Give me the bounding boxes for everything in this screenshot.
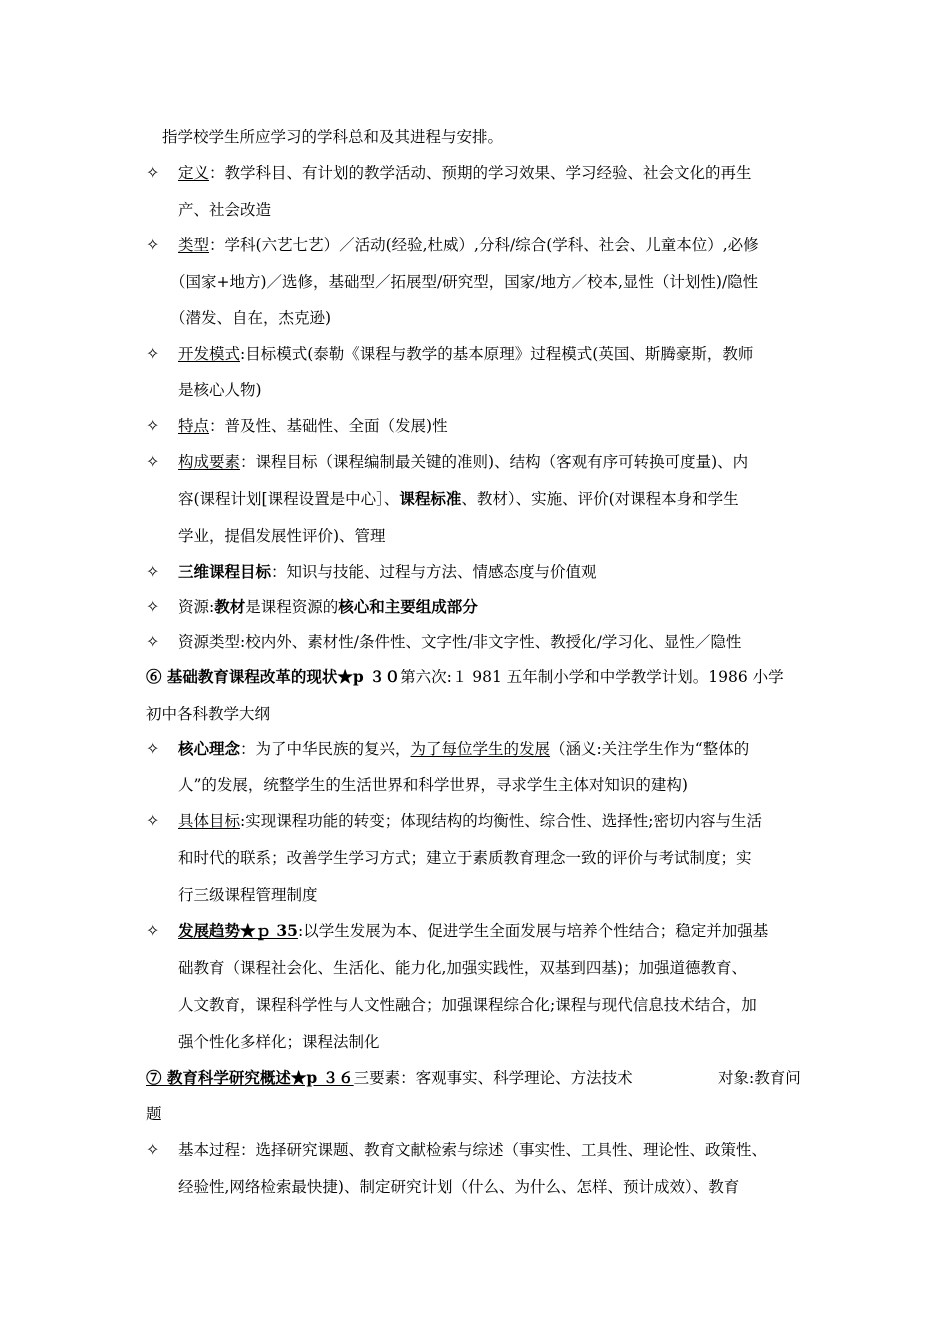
definition-label: 定义 [178, 164, 210, 182]
section-7-line-1 [146, 1068, 633, 1088]
dev-model-text: :目标模式(泰勒《课程与教学的基本原理》过程模式(英国、斯腾豪斯，教师 [240, 345, 754, 363]
bullet-icon: ✧ [146, 921, 160, 940]
elements-label: 构成要素 [178, 453, 241, 471]
definition-text: ：教学科目、有计划的教学活动、预期的学习效果、学习经验、社会文化的再生 [209, 164, 752, 182]
resources-bold-1: 教材 [214, 597, 246, 616]
types-line-2: （国家+地方)／选修，基础型／拓展型/研究型，国家/地方／校本,显性（计划性)/隐性 [170, 273, 759, 291]
process-line-1: 基本过程：选择研究课题、教育文献检索与综述（事实性、工具性、理论性、政策性、 [178, 1141, 768, 1159]
core-idea-underlined: 为了每位学生的发展 [410, 740, 551, 758]
resources-bold-2: 核心和主要组成部分 [338, 597, 478, 616]
specific-goals-label: 具体目标 [178, 812, 241, 830]
trend-line-2: 础教育（课程社会化、生活化、能力化,加强实践性，双基到四基)；加强道德教育、 [178, 959, 747, 977]
bullet-icon: ✧ [146, 163, 160, 182]
bullet-icon: ✧ [146, 452, 160, 471]
section-7-line-2: 题 [146, 1105, 162, 1123]
definition-line-1 [178, 163, 752, 183]
section-6-line-2: 初中各科教学大纲 [146, 705, 271, 723]
specific-goals-line-3: 行三级课程管理制度 [178, 886, 318, 904]
three-dim-line [178, 562, 597, 582]
resource-types-line: 资源类型:校内外、素材性/条件性、文字性/非文字性、教授化/学习化、显性／隐性 [178, 633, 742, 651]
types-line-3: （潜发、自在，杰克逊) [170, 309, 332, 327]
trend-label: 发展趋势★ｐ 35 [178, 921, 298, 940]
bullet-icon: ✧ [146, 344, 160, 363]
core-idea-line-1 [178, 739, 749, 759]
elements-line-1 [178, 452, 748, 472]
resources-line [178, 597, 478, 617]
dev-model-line-2: 是核心人物) [178, 381, 262, 399]
trend-line-3: 人文教育，课程科学性与人文性融合；加强课程综合化;课程与现代信息技术结合，加 [178, 996, 757, 1014]
elements-text-c: 、教材）、实施、评价(对课程本身和学生 [461, 490, 739, 508]
elements-text: ：课程目标（课程编制最关键的准则)、结构（客观有序可转换可度量)、内 [240, 453, 749, 471]
dev-model-line-1 [178, 344, 753, 364]
features-line [178, 416, 448, 436]
three-dim-text: ：知识与技能、过程与方法、情感态度与价值观 [271, 563, 597, 581]
features-text: ：普及性、基础性、全面（发展)性 [209, 417, 448, 435]
elements-line-2 [178, 489, 739, 509]
section-6-text: 第六次:１ 981 五年制小学和中学教学计划。1986 小学 [400, 668, 784, 686]
resources-mid: 是课程资源的 [245, 598, 339, 616]
bullet-icon: ✧ [146, 562, 160, 581]
bullet-icon: ✧ [146, 597, 160, 616]
section-7-object: 对象:教育问 [718, 1069, 801, 1087]
bullet-icon: ✧ [146, 416, 160, 435]
core-idea-label: 核心理念 [178, 739, 241, 758]
bullet-icon: ✧ [146, 235, 160, 254]
features-label: 特点 [178, 417, 210, 435]
dev-model-label: 开发模式 [178, 345, 241, 363]
specific-goals-line-1 [178, 811, 762, 831]
core-idea-line-2: 人”的发展，统整学生的生活世界和科学世界，寻求学生主体对知识的建构) [178, 776, 688, 794]
bullet-icon: ✧ [146, 1140, 160, 1159]
resources-prefix: 资源: [178, 598, 215, 616]
types-line-1 [178, 235, 759, 255]
elements-bold-standard: 课程标准 [399, 489, 462, 508]
intro-line: 指学校学生所应学习的学科总和及其进程与安排。 [162, 128, 504, 146]
trend-text: :以学生发展为本、促进学生全面发展与培养个性结合；稳定并加强基 [297, 922, 769, 940]
section-6-heading: ⑥ 基础教育课程改革的现状★p ３０ [146, 667, 401, 686]
core-idea-text-b: （涵义:关注学生作为“整体的 [550, 740, 750, 758]
types-text: ：学科(六艺七艺）／活动(经验,杜威）,分科/综合(学科、社会、儿童本位）,必修 [209, 236, 759, 254]
bullet-icon: ✧ [146, 739, 160, 758]
definition-line-2: 产、社会改造 [178, 201, 272, 219]
core-idea-text-a: ：为了中华民族的复兴， [240, 740, 411, 758]
types-label: 类型 [178, 236, 210, 254]
process-line-2: 经验性,网络检索最快捷)、制定研究计划（什么、为什么、怎样、预计成效）、教育 [178, 1178, 740, 1196]
elements-text-a: 容(课程计划[课程设置是中心］、 [178, 490, 400, 508]
elements-line-3: 学业，提倡发展性评价)、管理 [178, 527, 386, 545]
bullet-icon: ✧ [146, 811, 160, 830]
section-7-heading: ⑦ 教育科学研究概述★p ３６ [146, 1068, 354, 1087]
section-6-line-1 [146, 667, 784, 687]
specific-goals-line-2: 和时代的联系；改善学生学习方式；建立于素质教育理念一致的评价与考试制度；实 [178, 849, 752, 867]
specific-goals-text: :实现课程功能的转变；体现结构的均衡性、综合性、选择性;密切内容与生活 [240, 812, 762, 830]
three-dim-label: 三维课程目标 [178, 562, 272, 581]
trend-line-1 [178, 921, 768, 941]
trend-line-4: 强个性化多样化；课程法制化 [178, 1033, 380, 1051]
bullet-icon: ✧ [146, 632, 160, 651]
section-7-text: 三要素：客观事实、科学理论、方法技术 [353, 1069, 633, 1087]
